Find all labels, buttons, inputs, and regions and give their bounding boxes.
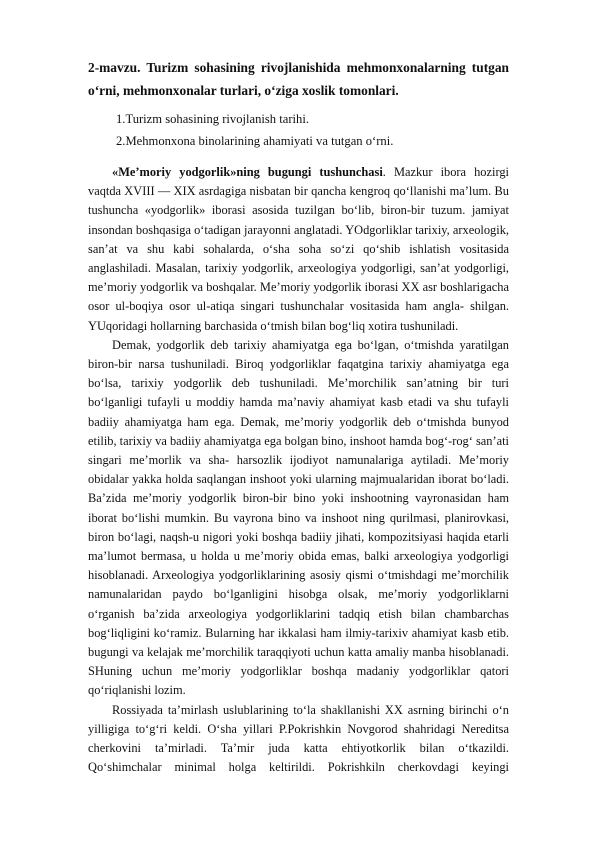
topic-heading: 2-mavzu. Turizm sohasining rivojlanishida mehmonxonalarning tutgan o‘rni, mehmonxonalar turlari, o‘ziga xoslik tomonlari. [88,60,509,98]
paragraph-2-text: Demak, yodgorlik deb tarixiy ahamiyatga ega bo‘lgan, o‘tmishda yaratilgan biron-bir narsa tushuniladi. Biroq yodgorliklar faqatgina tarixiy ahamiyatga ega bo‘lsa, tarixiy yodgorlik deb tushuniladi. Me’morchilik san’atning bir turi bo‘lganligi tufayli u moddiy hamda ma’naviy ahamiyat kasb etadi va shu tufayli badiiy ahamiyatga ham ega. Demak, me’moriy yodgorlik deb o‘tmishda bunyod etilib, tarixiy va badiiy ahamiyatga ega bolgan bino, inshoot hamda bog‘-rog‘ san’ati singari me’morlik va sha- harsozlik ijodiyot namunalariga aytiladi. Me’moriy obidalar yakka holda saqlangan inshoot yoki ularning majmualaridan iborat bo‘ladi. Ba’zida me’moriy yodgorlik biron-bir bino yoki inshootning vayronasidan ham iborat bo‘lishi mumkin. Bu vayrona bino va inshoot ning qurilmasi, planirovkasi, biron bo‘lagi, naqsh-u nigori yoki boshqa badiiy jihati, kompozitsiyasi haqida etarli ma’lumot bermasa, u holda u me’moriy obida emas, balki arxeologiya yodgorligi hisoblanadi. Arxeologiya yodgorliklarining asosiy qismi o‘tmishdagi me’morchilik namunalaridan paydo bo‘lganligini hisobga olsak, me’moriy yodgorliklarni o‘rganish ba’zida arxeologiya yodgorliklarini tadqiq etish bilan chambarchas bog‘liqligini ko‘ramiz. Bularning har ikkalasi ham ilmiy-tarixiv ahamiyat kasb etib. bugungi va kelajak me’morchilik taraqqiyoti uchun katta amaliy manba hisoblanadi. SHuning uchun me’moriy yodgorliklar boshqa madaniy yodgorliklar qatori qo‘riqlanishi lozim. [88,337,509,698]
paragraph-1 [88,163,509,336]
paragraph-3-text: Rossiyada ta’mirlash uslublarining to‘la shakllanishi XX asrning birinchi o‘n yilligiga to‘g‘ri keldi. O‘sha yillari P.Pokrishkin Novgorod shahridagi Nereditsa cherkovini ta’mirladi. Ta’mir juda katta ehtiyotkorlik bilan o‘tkazildi. Qo‘shimchalar minimal holga keltirildi. Pokrishkiln cherkovdagi keyingi [88,702,509,775]
paragraph-3 [88,701,509,778]
topic-plan-list [88,108,509,152]
paragraph-2 [88,336,509,701]
paragraph-1-lead-term: «Me’moriy yodgorlik»ning bugungi tushunchasi [112,165,383,179]
document-page [88,56,509,778]
plan-item-2: 2.Mehmonxona binolarining ahamiyati va tutgan o‘rni. [116,134,394,148]
paragraph-1-text: . Mazkur ibora hozirgi vaqtda XVIII — XIX asrdagiga nisbatan bir qancha kengroq qo‘llanishi ma’lum. Bu tushuncha «yodgorlik» iborasi asosida tuzilgan bo‘lib, biron-bir tuzum. jamiyat insondan boshqasiga o‘tadigan jarayonni anglatadi. YOdgorliklar tarixiy, arxeologik, san’at va shu kabi sohalarda, o‘sha soha so‘zi qo‘shib ishlatish vositasida anglashiladi. Masalan, tarixiy yodgorlik, arxeologiya yodgorligi, san’at yodgorligi, me’moriy yodgorlik va boshqalar. Me’moriy yodgorlik iborasi XX asr boshlarigacha osor ul-boqiya osor ul-atiqa singari tushunchalar vositasida ham angla- shilgan. YUqoridagi hollarning barchasida o‘tmish bilan bog‘liq xotira tushuniladi. [88,165,509,333]
plan-item-1: 1.Turizm sohasining rivojlanish tarihi. [116,112,309,126]
